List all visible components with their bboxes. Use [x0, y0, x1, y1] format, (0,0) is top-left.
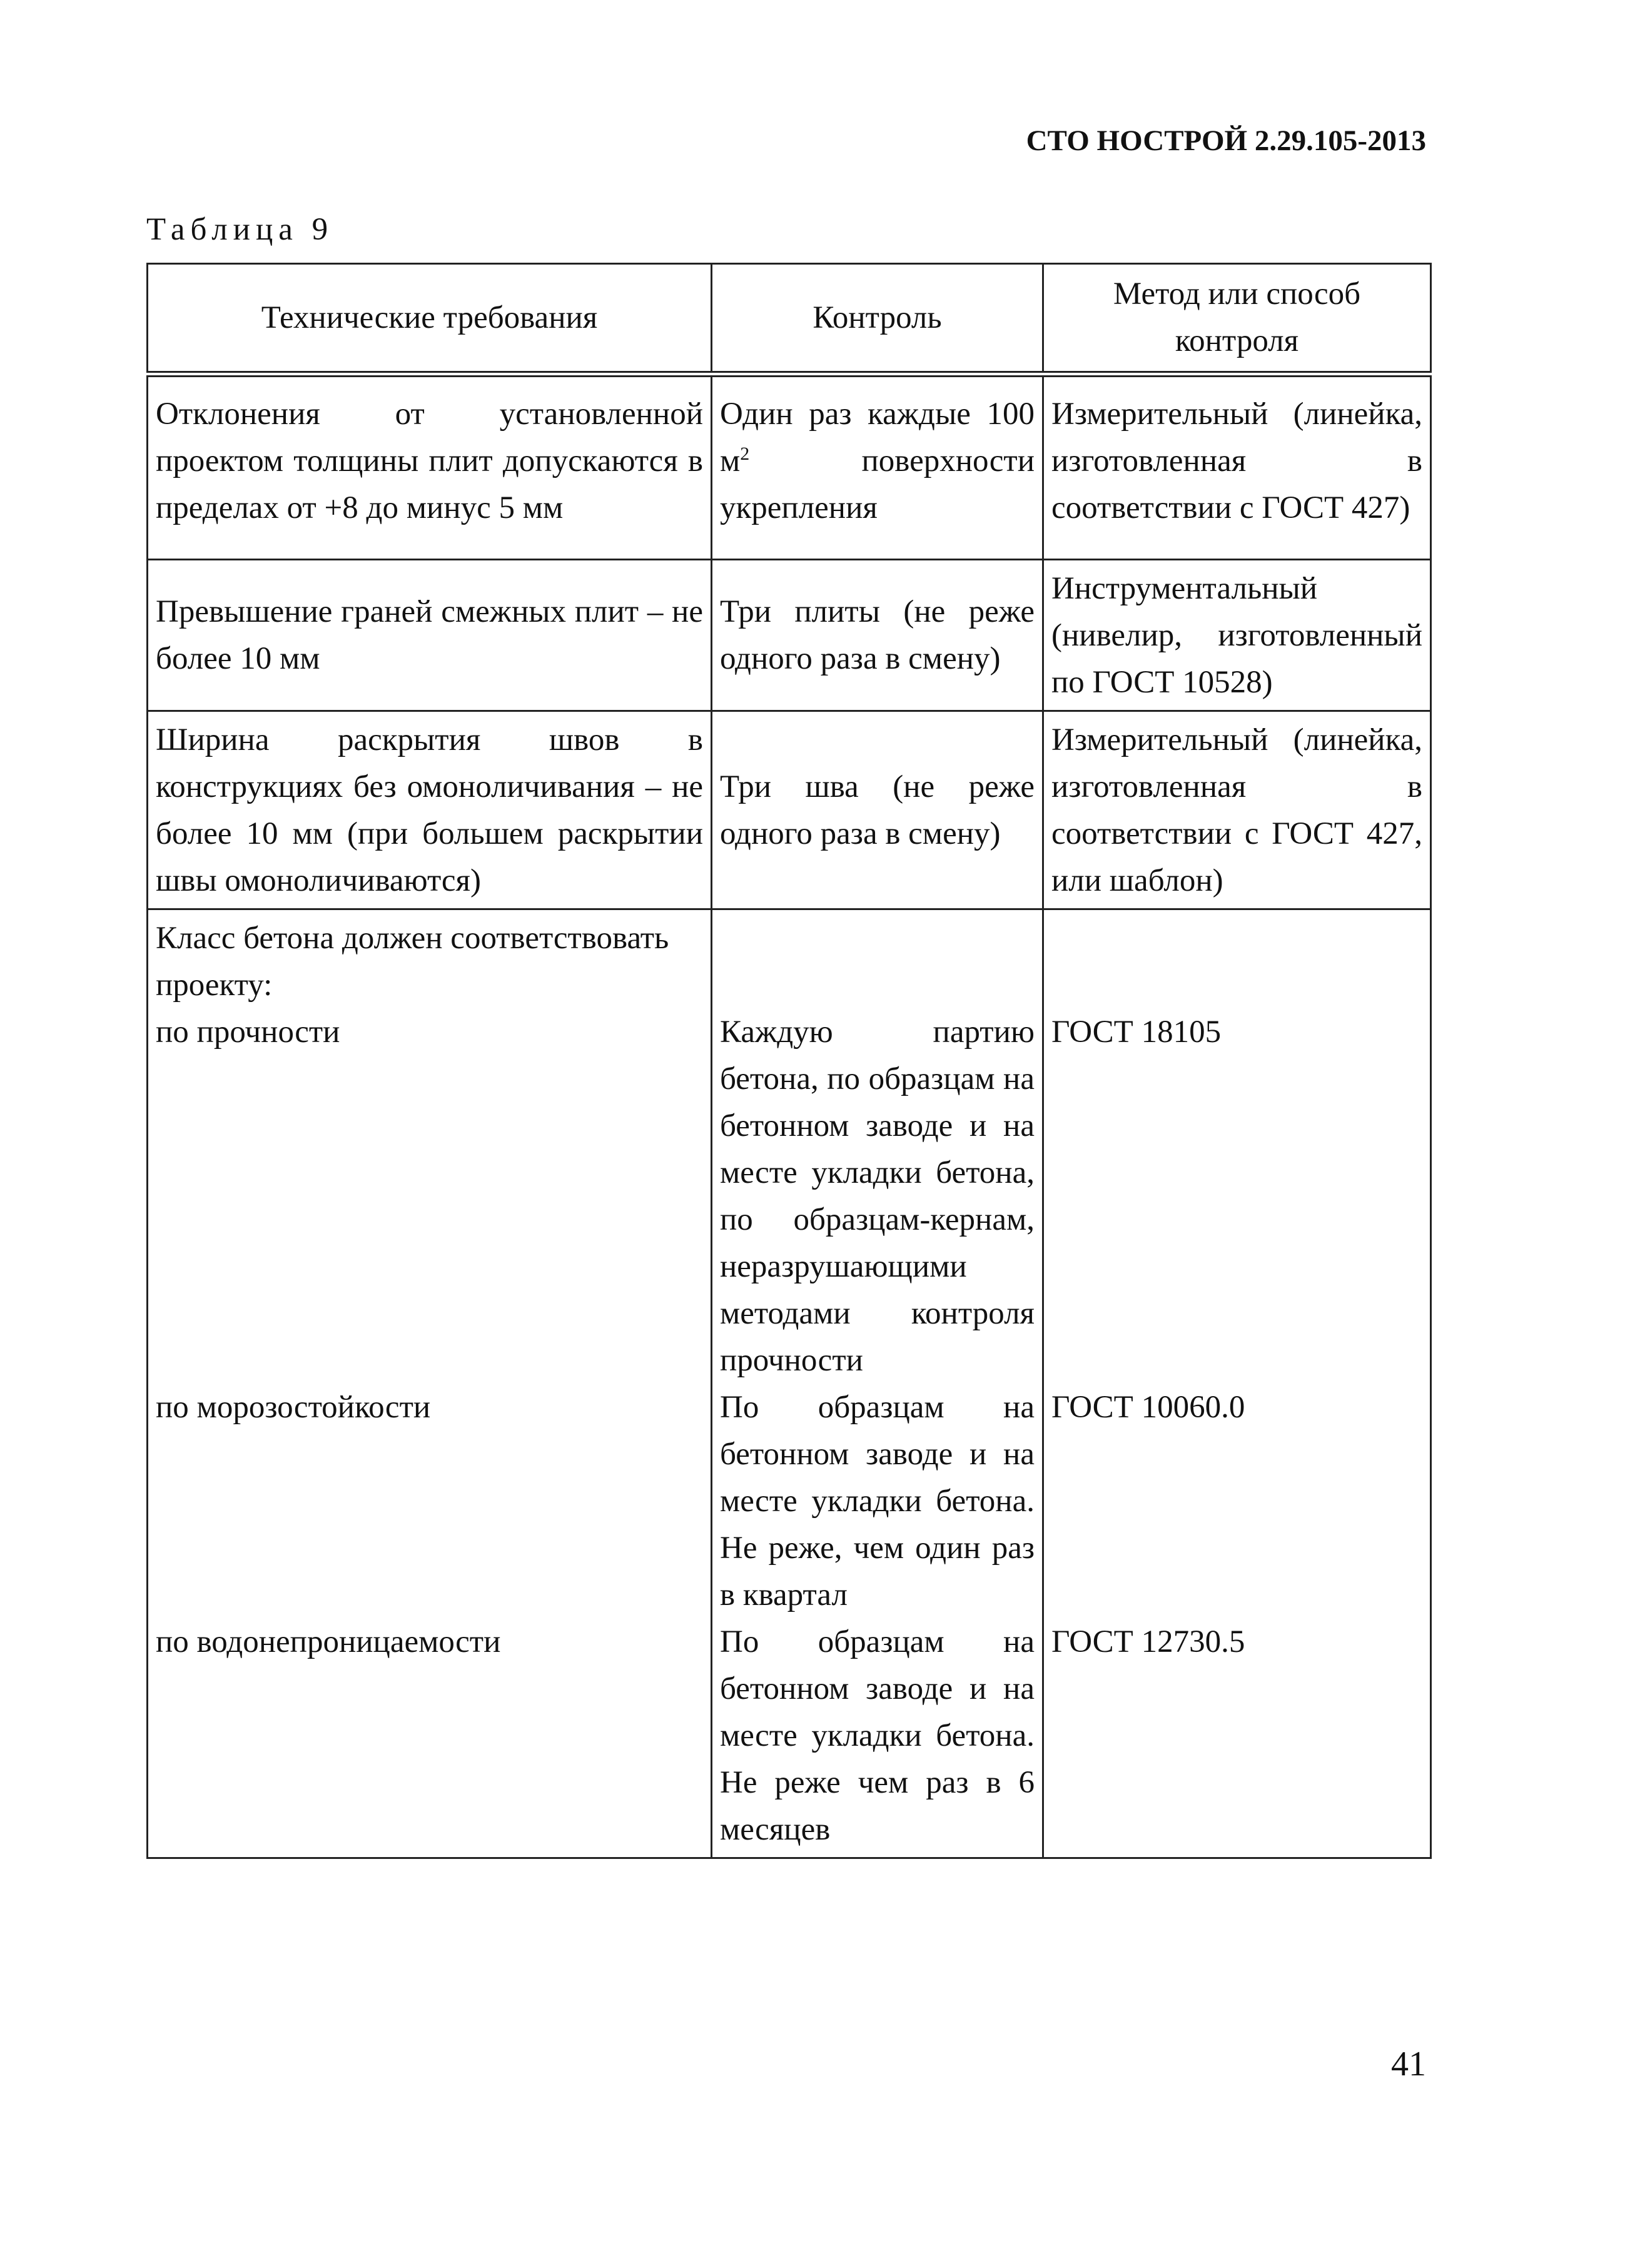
cell-requirement: Ширина раскрытия швов в конструкциях без омоноличивания – не более 10 мм (при большем раскрытии швы омоноличиваются)	[148, 711, 712, 909]
header-requirements: Технические требования	[148, 264, 712, 375]
spacer	[156, 1056, 703, 1384]
cell-method	[1043, 909, 1431, 1858]
cell-control: Три шва (не реже одного раза в смену)	[712, 711, 1043, 909]
control-water: По образцам на бетонном заводе и на месте укладки бетона. Не реже чем раз в 6 месяцев	[720, 1624, 1035, 1847]
req-frost: по морозостойкости	[156, 1389, 431, 1425]
req-strength: по прочности	[156, 1014, 340, 1050]
spacer	[720, 915, 1035, 1009]
document-code-header: СТО НОСТРОЙ 2.29.105-2013	[1026, 124, 1426, 157]
cell-requirement: Превышение граней смежных плит – не более 10 мм	[148, 559, 712, 711]
cell-control	[712, 909, 1043, 1858]
cell-method: Измерительный (линейка, изготовленная в соответствии с ГОСТ 427)	[1043, 374, 1431, 559]
spacer	[156, 1431, 703, 1619]
cell-requirement: Отклонения от установленной проектом толщины плит допускаются в пределах от +8 до минус 5 мм	[148, 374, 712, 559]
table-header-row	[148, 264, 1431, 375]
table-row	[148, 711, 1431, 909]
header-method: Метод или способ контроля	[1043, 264, 1431, 375]
control-strength: Каждую партию бетона, по образцам на бетонном заводе и на месте укладки бетона, по образцам-кернам, неразрушающими методами контроля прочности	[720, 1014, 1035, 1378]
table-row	[148, 909, 1431, 1858]
cell-requirement	[148, 909, 712, 1858]
requirements-table	[146, 263, 1432, 1859]
req-water: по водонепроницаемости	[156, 1624, 501, 1659]
cell-method: Инструментальный (нивелир, изготовленный по ГОСТ 10528)	[1043, 559, 1431, 711]
method-water: ГОСТ 12730.5	[1051, 1624, 1245, 1659]
method-strength: ГОСТ 18105	[1051, 1014, 1222, 1050]
control-frost: По образцам на бетонном заводе и на месте укладки бетона. Не реже, чем один раз в квартал	[720, 1389, 1035, 1612]
table-row	[148, 559, 1431, 711]
control-text-tail: поверхности укрепления	[720, 443, 1035, 525]
cell-control: Три плиты (не реже одного раза в смену)	[712, 559, 1043, 711]
superscript-2: 2	[740, 443, 750, 464]
header-control: Контроль	[712, 264, 1043, 375]
spacer	[1051, 915, 1422, 1009]
method-frost: ГОСТ 10060.0	[1051, 1389, 1245, 1425]
page-number: 41	[1391, 2045, 1426, 2083]
control-text: Один раз каждые 100 м	[720, 397, 1035, 478]
cell-control	[712, 374, 1043, 559]
table-row	[148, 374, 1431, 559]
cell-method: Измерительный (линейка, изготовленная в соответствии с ГОСТ 427, или шаблон)	[1043, 711, 1431, 909]
concrete-class-intro: Класс бетона должен соответствовать проекту:	[156, 920, 669, 1003]
table-caption: Таблица 9	[146, 212, 334, 247]
